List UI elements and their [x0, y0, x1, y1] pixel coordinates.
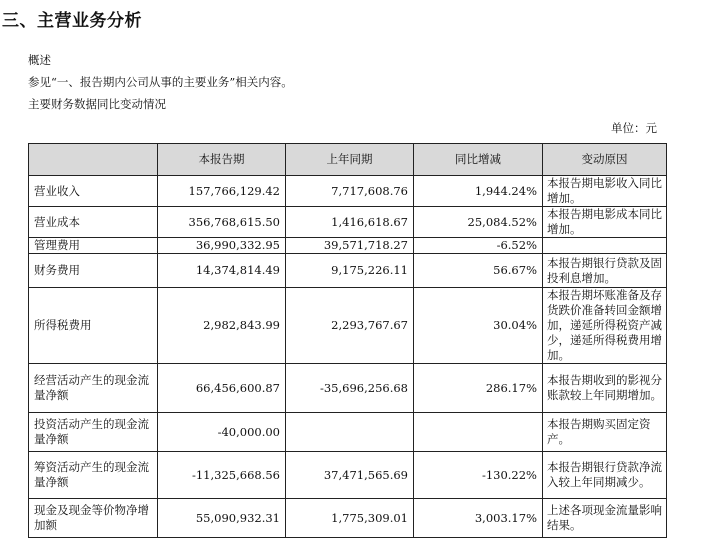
change-reason: 本报告期购买固定资产。: [543, 413, 667, 452]
row-label: 现金及现金等价物净增加额: [29, 499, 158, 538]
change-value: 286.17%: [414, 364, 543, 413]
prior-value: 9,175,226.11: [286, 254, 414, 288]
change-reason: 本报告期电影成本同比增加。: [543, 207, 667, 238]
table-row: [29, 254, 667, 288]
header-current-period: 本报告期: [158, 144, 286, 176]
header-change-reason: 变动原因: [543, 144, 667, 176]
change-value: 1,944.24%: [414, 176, 543, 207]
row-label: 投资活动产生的现金流量净额: [29, 413, 158, 452]
change-reason: [543, 238, 667, 254]
table-header-row: [29, 144, 667, 176]
row-label: 财务费用: [29, 254, 158, 288]
change-reason: 本报告期坏账准备及存货跌价准备转回金额增加，递延所得税资产减少，递延所得税费用增加。: [543, 288, 667, 364]
change-value: 25,084.52%: [414, 207, 543, 238]
current-value: 36,990,332.95: [158, 238, 286, 254]
current-value: 66,456,600.87: [158, 364, 286, 413]
table-row: [29, 499, 667, 538]
change-reason: 本报告期银行贷款净流入较上年同期减少。: [543, 452, 667, 499]
unit-label: 单位：元: [611, 121, 657, 135]
change-reason: 本报告期收到的影视分账款较上年同期增加。: [543, 364, 667, 413]
table-row: [29, 207, 667, 238]
table-row: [29, 176, 667, 207]
row-label: 营业收入: [29, 176, 158, 207]
prior-value: 37,471,565.69: [286, 452, 414, 499]
prior-value: 39,571,718.27: [286, 238, 414, 254]
prior-value: -35,696,256.68: [286, 364, 414, 413]
change-value: 30.04%: [414, 288, 543, 364]
table-row: [29, 452, 667, 499]
header-blank: [29, 144, 158, 176]
prior-value: 1,416,618.67: [286, 207, 414, 238]
section-heading: 三、主营业务分析: [2, 11, 142, 31]
current-value: 356,768,615.50: [158, 207, 286, 238]
row-label: 经营活动产生的现金流量净额: [29, 364, 158, 413]
change-reason: 本报告期电影收入同比增加。: [543, 176, 667, 207]
row-label: 所得税费用: [29, 288, 158, 364]
current-value: 2,982,843.99: [158, 288, 286, 364]
table-row: [29, 364, 667, 413]
current-value: -40,000.00: [158, 413, 286, 452]
current-value: 14,374,814.49: [158, 254, 286, 288]
row-label: 筹资活动产生的现金流量净额: [29, 452, 158, 499]
change-value: 56.67%: [414, 254, 543, 288]
row-label: 营业成本: [29, 207, 158, 238]
table-subtitle: 主要财务数据同比变动情况: [28, 97, 166, 111]
prior-value: 1,775,309.01: [286, 499, 414, 538]
change-value: [414, 413, 543, 452]
table-row: [29, 238, 667, 254]
table-row: [29, 288, 667, 364]
header-yoy-change: 同比增减: [414, 144, 543, 176]
prior-value: 7,717,608.76: [286, 176, 414, 207]
row-label: 管理费用: [29, 238, 158, 254]
change-reason: 上述各项现金流量影响结果。: [543, 499, 667, 538]
change-reason: 本报告期银行贷款及固投利息增加。: [543, 254, 667, 288]
current-value: 55,090,932.31: [158, 499, 286, 538]
prior-value: 2,293,767.67: [286, 288, 414, 364]
overview-text: 参见“一、报告期内公司从事的主要业务”相关内容。: [28, 75, 293, 89]
current-value: -11,325,668.56: [158, 452, 286, 499]
table-row: [29, 413, 667, 452]
change-value: 3,003.17%: [414, 499, 543, 538]
change-value: -6.52%: [414, 238, 543, 254]
overview-label: 概述: [28, 53, 51, 67]
header-prior-period: 上年同期: [286, 144, 414, 176]
financial-data-table: [28, 143, 667, 538]
prior-value: [286, 413, 414, 452]
current-value: 157,766,129.42: [158, 176, 286, 207]
change-value: -130.22%: [414, 452, 543, 499]
